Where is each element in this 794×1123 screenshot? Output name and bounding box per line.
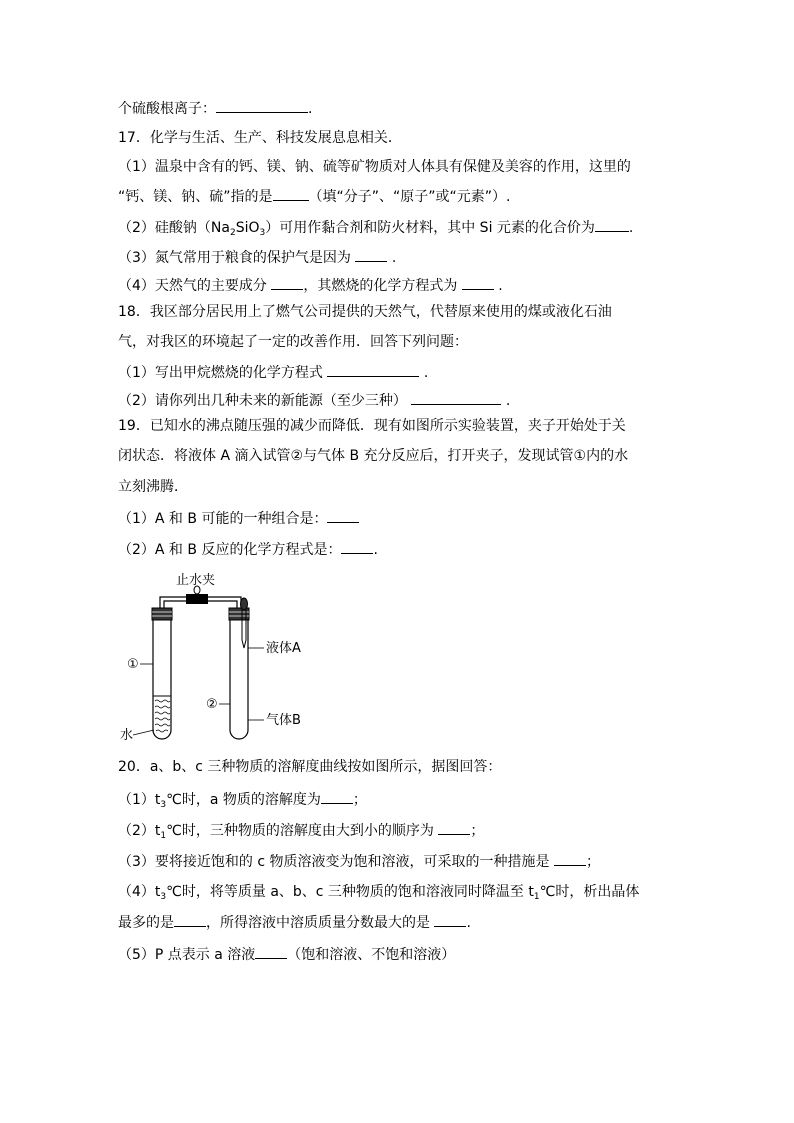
q17-part2-blank[interactable] xyxy=(595,217,629,232)
q19-stem-3 xyxy=(118,477,188,497)
test-tube-2 xyxy=(230,620,248,739)
q17-part4-text: （4）天然气的主要成分 xyxy=(118,278,267,294)
q20-part4b-text: 最多的是 xyxy=(118,915,174,931)
q17-part4-blank1[interactable] xyxy=(271,275,303,290)
q20-part1-sub: 3 xyxy=(160,800,167,810)
q20-part3-line xyxy=(118,851,600,871)
q18-part1-end: . xyxy=(423,365,429,381)
q19-part2-line xyxy=(118,539,378,559)
q18-stem-2 xyxy=(118,332,468,352)
q17-part1-blank[interactable] xyxy=(273,186,309,201)
q20-part4-sub2: 1 xyxy=(533,892,540,902)
q18-part2-blank[interactable] xyxy=(411,390,501,405)
test-tube-1 xyxy=(153,620,171,739)
q20-part4-blank1[interactable] xyxy=(174,912,206,927)
q18-part1-line xyxy=(118,362,428,382)
q20-part5-blank[interactable] xyxy=(255,944,287,959)
q18-part1-blank[interactable] xyxy=(327,362,419,377)
liquid-a-label: 液体A xyxy=(266,641,301,656)
q18-part1-text: （1）写出甲烷燃烧的化学方程式 xyxy=(118,365,323,381)
q20-part1-text: （1）t xyxy=(118,792,161,808)
q20-part2-blank[interactable] xyxy=(438,820,470,835)
tube1-label: ① xyxy=(127,657,139,672)
q20-part4b-text-b: ，所得溶液中溶质质量分数最大的是 xyxy=(206,915,430,931)
dropper-bulb xyxy=(241,598,248,610)
q20-part5-text: （5）P 点表示 a 溶液 xyxy=(118,947,256,963)
q20-part3-text: （3）要将接近饱和的 c 物质溶液变为饱和溶液，可采取的一种措施是 xyxy=(118,854,550,870)
q17-part2-end: . xyxy=(628,220,634,236)
q20-part1-text-b: ℃时，a 物质的溶解度为 xyxy=(166,792,321,808)
q19-part1-blank[interactable] xyxy=(327,508,359,523)
q17-part4-line xyxy=(118,275,503,295)
q20-part4b-line xyxy=(118,912,471,932)
q20-part4-blank2[interactable] xyxy=(434,912,466,927)
q17-part4-end: . xyxy=(498,278,503,294)
q20-part5-line xyxy=(118,944,455,964)
q17-stem-text: 17．化学与生活、生产、科技发展息息相关． xyxy=(118,130,402,146)
q20-part4-text: （4）t xyxy=(118,884,161,900)
q20-part4-sub: 3 xyxy=(160,892,167,902)
q18-part2-line xyxy=(118,390,510,410)
q17-part1-text-a: （1）温泉中含有的钙、镁、钠、硫等矿物质对人体具有保健及美容的作用，这里的 xyxy=(118,159,631,175)
gas-b-label: 气体B xyxy=(266,713,301,728)
clamp-body xyxy=(186,594,208,604)
q17-stem xyxy=(118,128,402,148)
q19-part2-end: . xyxy=(373,542,378,558)
q19-part2-text: （2）A 和 B 反应的化学方程式是： xyxy=(118,542,342,558)
q20-part3-blank[interactable] xyxy=(554,851,586,866)
q18-part2-end: . xyxy=(505,393,511,409)
q20-part2-sub: 1 xyxy=(160,831,167,841)
q20-stem xyxy=(118,757,501,777)
q19-part1-text: （1）A 和 B 可能的一种组合是： xyxy=(118,511,328,527)
q19-part2-blank[interactable] xyxy=(341,539,373,554)
q17-part1-line-a xyxy=(118,157,631,177)
q20-part2-line xyxy=(118,820,484,840)
q18-stem-1 xyxy=(118,302,612,322)
clamp-label: 止水夹 xyxy=(176,573,216,588)
q19-stem-text-3: 立刻沸腾． xyxy=(118,479,188,495)
q20-part1-line xyxy=(118,789,367,809)
q16-answer-blank[interactable] xyxy=(216,98,308,113)
q17-part2-formula: SiO xyxy=(235,220,260,236)
q20-part5-hint: （饱和溶液、不饱和溶液） xyxy=(287,947,456,963)
q17-part2-text-b: ）可用作黏合剂和防火材料，其中 Si 元素的化合价为 xyxy=(265,220,595,236)
water-label: 水 xyxy=(120,728,134,743)
q19-stem-text-2: 闭状态．将液体 A 滴入试管②与气体 B 充分反应后，打开夹子，发现试管①内的水 xyxy=(118,448,629,464)
q18-stem-text-2: 气，对我区的环境起了一定的改善作用．回答下列问题： xyxy=(118,334,468,350)
q20-part2-text-b: ℃时，三种物质的溶解度由大到小的顺序为 xyxy=(166,823,434,839)
q17-part1-text-b: “钙、镁、钠、硫”指的是 xyxy=(118,189,273,205)
q20-stem-text: 20．a、b、c 三种物质的溶解度曲线按如图所示，据图回答： xyxy=(118,759,502,775)
apparatus-figure xyxy=(118,568,318,748)
q17-part4-blank2[interactable] xyxy=(462,275,494,290)
q17-part2-sub2: 3 xyxy=(259,228,266,238)
q17-part2-sub1: 2 xyxy=(229,228,236,238)
q20-part1-blank[interactable] xyxy=(321,789,353,804)
q18-part2-text: （2）请你列出几种未来的新能源（至少三种） xyxy=(118,393,407,409)
tube2-label: ② xyxy=(206,697,218,712)
q20-part4-text-c: ℃时，析出晶体 xyxy=(539,884,640,900)
q17-part3-line xyxy=(118,247,396,267)
stopper-1 xyxy=(152,608,172,620)
q17-part1-line-b xyxy=(118,186,510,206)
q17-part3-blank[interactable] xyxy=(355,247,387,262)
q19-stem-2 xyxy=(118,446,628,466)
q20-part4b-end: . xyxy=(466,915,471,931)
q20-part2-text: （2）t xyxy=(118,823,161,839)
q17-part4-text-b: ，其燃烧的化学方程式为 xyxy=(303,278,458,294)
q20-part1-end: ； xyxy=(352,792,367,808)
q20-part2-end: ； xyxy=(470,823,485,839)
q19-stem-text-1: 19．已知水的沸点随压强的减少而降低．现有如图所示实验装置，夹子开始处于关 xyxy=(118,418,626,434)
q20-part3-end: ； xyxy=(585,854,600,870)
q19-stem-1 xyxy=(118,416,626,436)
water-hatching xyxy=(155,700,170,732)
q17-part2-text: （2）硅酸钠（Na xyxy=(118,220,230,236)
q20-part4-line xyxy=(118,882,639,902)
q18-stem-text-1: 18．我区部分居民用上了燃气公司提供的天然气，代替原来使用的煤或液化石油 xyxy=(118,304,612,320)
q16-end: . xyxy=(308,101,313,117)
q17-part3-text: （3）氮气常用于粮食的保护气是因为 xyxy=(118,250,351,266)
q16-tail-text: 个硫酸根离子： xyxy=(118,101,216,117)
q17-part3-end: . xyxy=(391,250,397,266)
q17-part1-hint: （填“分子”、“原子”或“元素”）. xyxy=(308,189,511,205)
q20-part4-text-b: ℃时，将等质量 a、b、c 三种物质的饱和溶液同时降温至 t xyxy=(166,884,534,900)
q17-part2-line xyxy=(118,217,633,237)
q19-part1-line xyxy=(118,508,359,528)
q16-tail-line xyxy=(118,98,312,118)
